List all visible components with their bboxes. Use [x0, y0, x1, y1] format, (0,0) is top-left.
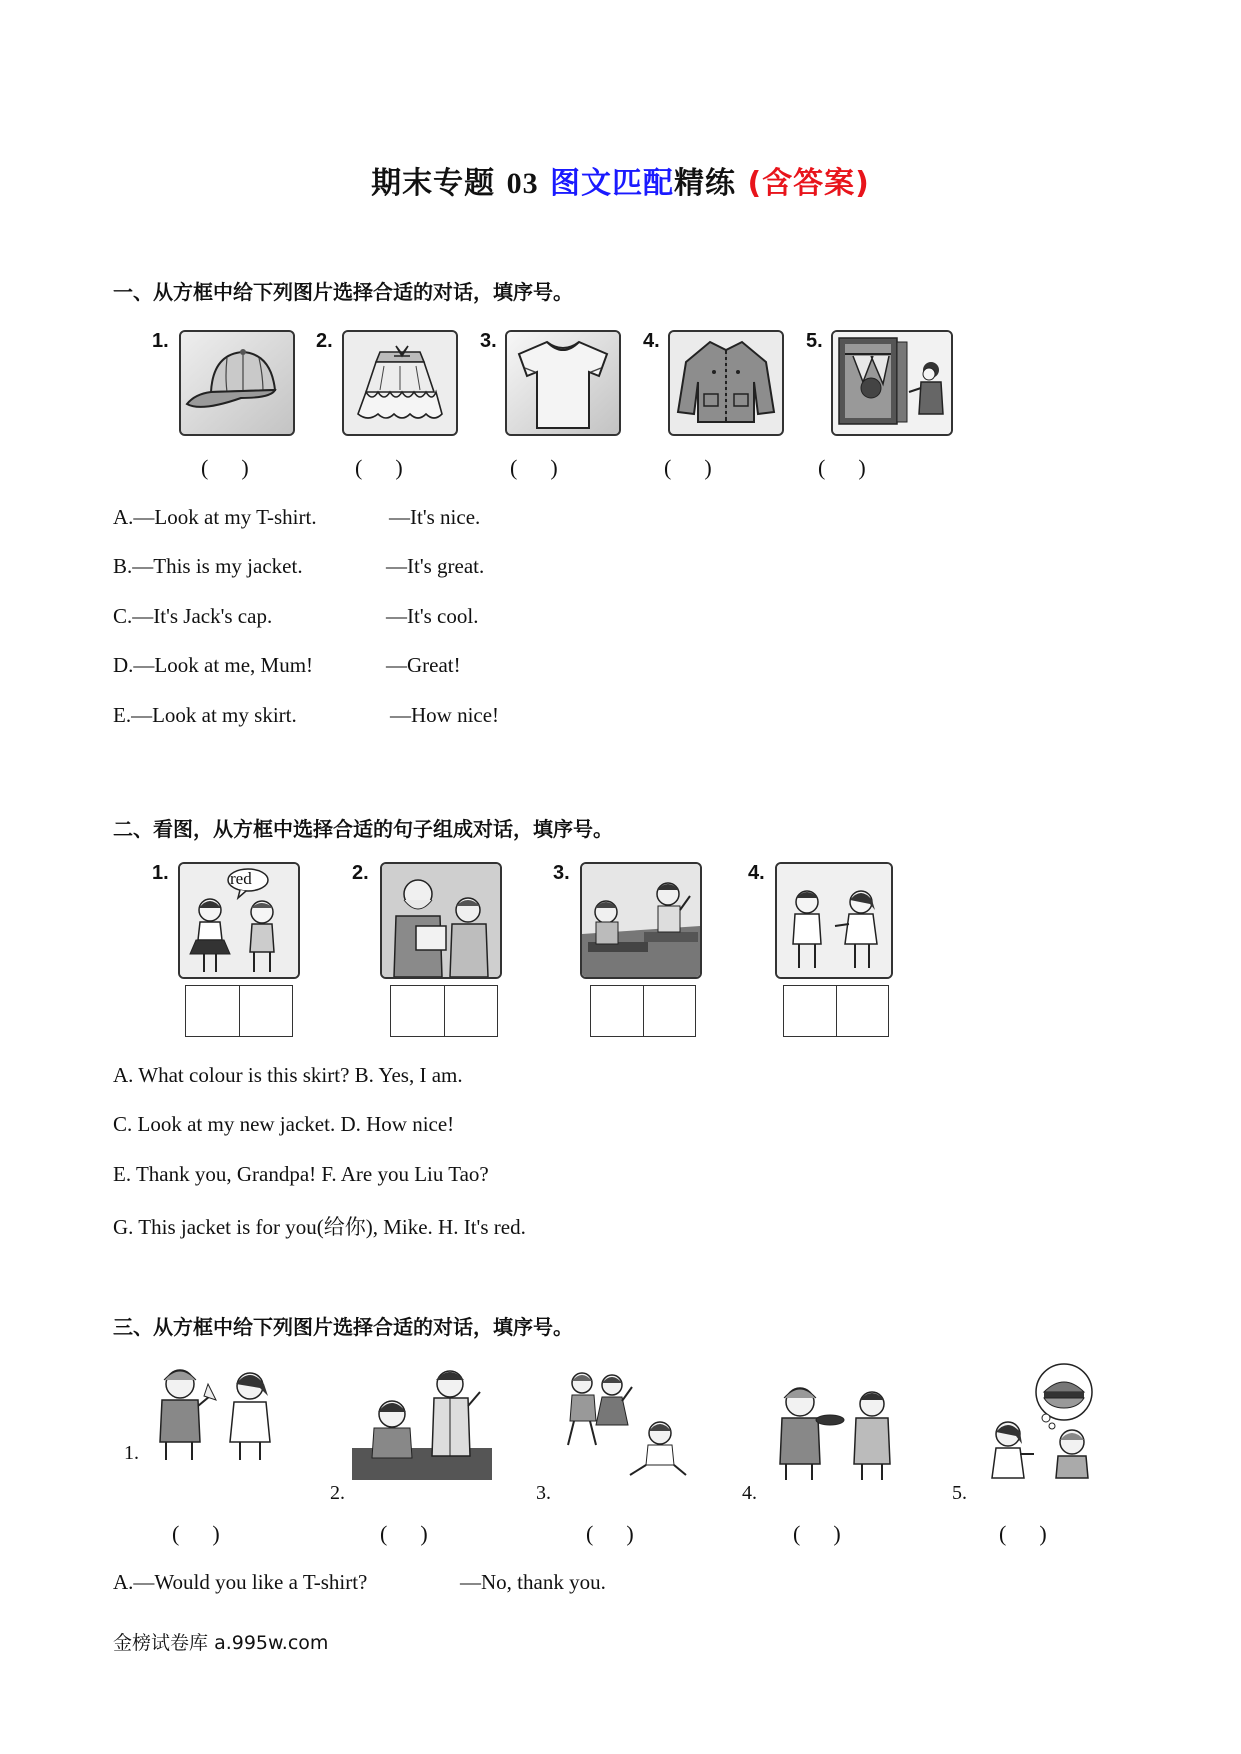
s1-option-b-answer: —It's great. [386, 554, 485, 578]
speech-bubble-text: red [230, 869, 252, 888]
s1-answer-blank-1[interactable]: ( ) [201, 455, 249, 480]
s2-pic4-frame [775, 862, 893, 979]
s1-pic5-number: 5. [806, 330, 823, 352]
s1-answer-blank-2[interactable]: ( ) [355, 455, 403, 480]
s2-answer-box-3[interactable] [590, 985, 696, 1037]
s1-option-a-answer: —It's nice. [389, 505, 481, 529]
s1-option-d-question: D.—Look at me, Mum! [113, 653, 314, 677]
section1-heading: 一、从方框中给下列图片选择合适的对话，填序号。 [113, 280, 573, 304]
s1-pic1-frame [179, 330, 295, 436]
footer-watermark [113, 1628, 328, 1655]
s1-option-e-answer: —How nice! [390, 703, 500, 727]
tshirt-icon [507, 332, 619, 434]
s2-answer-box-4[interactable] [783, 985, 889, 1037]
s2-answer-box-2[interactable] [390, 985, 498, 1037]
s1-pic3-number: 3. [480, 330, 497, 352]
s3-pic5-number: 5. [952, 1482, 967, 1504]
s2-pic4-number: 4. [748, 862, 765, 884]
cap-icon [181, 332, 293, 434]
answer-cell[interactable] [445, 986, 498, 1036]
classroom-boys-icon [582, 864, 700, 977]
boy-girl-greeting-icon [777, 864, 891, 977]
s3-pic1-icon-cream-icon [150, 1362, 285, 1462]
s3-pic2-number: 2. [330, 1482, 345, 1504]
answer-cell[interactable] [391, 986, 445, 1036]
answer-cell[interactable] [591, 986, 644, 1036]
s1-option-e-question: E.—Look at my skirt. [113, 703, 297, 727]
jacket-icon [670, 332, 782, 434]
s2-pic2-frame [380, 862, 502, 979]
s2-options-line-3: E. Thank you, Grandpa! F. Are you Liu Tao? [113, 1162, 489, 1186]
answer-cell[interactable] [784, 986, 837, 1036]
s1-pic4-frame [668, 330, 784, 436]
s3-answer-blank-5[interactable]: ( ) [999, 1521, 1047, 1546]
s3-pic4-food-icon [768, 1380, 903, 1480]
s3-answer-blank-2[interactable]: ( ) [380, 1521, 428, 1546]
s2-options-line-1: A. What colour is this skirt? B. Yes, I am. [113, 1063, 463, 1087]
s3-answer-blank-1[interactable]: ( ) [172, 1521, 220, 1546]
grandpa-boy-jacket-icon [382, 864, 500, 977]
section3-heading: 三、从方框中给下列图片选择合适的对话，填序号。 [113, 1315, 573, 1339]
s1-answer-blank-3[interactable]: ( ) [510, 455, 558, 480]
s3-pic5-hamburger-icon [978, 1362, 1113, 1480]
s3-answer-blank-3[interactable]: ( ) [586, 1521, 634, 1546]
s1-pic4-number: 4. [643, 330, 660, 352]
s1-pic2-frame [342, 330, 458, 436]
s3-pic2-shop-icon [352, 1362, 492, 1480]
s3-pic1-number: 1. [124, 1442, 139, 1464]
s2-pic3-frame [580, 862, 702, 979]
s1-answer-blank-4[interactable]: ( ) [664, 455, 712, 480]
s3-answer-blank-4[interactable]: ( ) [793, 1521, 841, 1546]
s3-pic3-number: 3. [536, 1482, 551, 1504]
s1-option-b-question: B.—This is my jacket. [113, 554, 303, 578]
footer-brand: 金榜试卷库 [113, 1632, 209, 1654]
answer-cell[interactable] [837, 986, 889, 1036]
s1-answer-blank-5[interactable]: ( ) [818, 455, 866, 480]
answer-cell[interactable] [240, 986, 293, 1036]
s2-pic3-number: 3. [553, 862, 570, 884]
s3-option-a-answer: —No, thank you. [460, 1570, 606, 1594]
s1-pic2-number: 2. [316, 330, 333, 352]
s2-pic1-number: 1. [152, 862, 169, 884]
s1-pic1-number: 1. [152, 330, 169, 352]
s1-option-d-answer: —Great! [386, 653, 461, 677]
s1-pic5-frame [831, 330, 953, 436]
footer-site: a.995w.com [214, 1632, 329, 1654]
page-title [0, 158, 1241, 202]
s2-options-line-4: G. This jacket is for you(给你), Mike. H. It's red. [113, 1215, 526, 1239]
s2-answer-box-1[interactable] [185, 985, 293, 1037]
answer-cell[interactable] [644, 986, 696, 1036]
title-number: 03 [506, 167, 539, 200]
s2-pic2-number: 2. [352, 862, 369, 884]
s1-option-c-answer: —It's cool. [386, 604, 479, 628]
section2-heading: 二、看图，从方框中选择合适的句子组成对话，填序号。 [113, 817, 613, 841]
wardrobe-girl-icon [833, 332, 951, 434]
s3-option-a-question: A.—Would you like a T-shirt? [113, 1570, 368, 1594]
title-part1: 期末专题 [371, 166, 496, 201]
title-answer-note: (含答案) [747, 166, 870, 201]
s3-pic3-kids-icon [560, 1365, 695, 1480]
s3-pic4-number: 4. [742, 1482, 757, 1504]
skirt-icon [344, 332, 456, 434]
title-practice: 精练 [674, 166, 737, 201]
s1-pic3-frame [505, 330, 621, 436]
s1-option-a-question: A.—Look at my T-shirt. [113, 505, 317, 529]
answer-cell[interactable] [186, 986, 240, 1036]
s1-option-c-question: C.—It's Jack's cap. [113, 604, 273, 628]
s2-options-line-2: C. Look at my new jacket. D. How nice! [113, 1112, 455, 1136]
title-topic: 图文匹配 [550, 166, 675, 201]
